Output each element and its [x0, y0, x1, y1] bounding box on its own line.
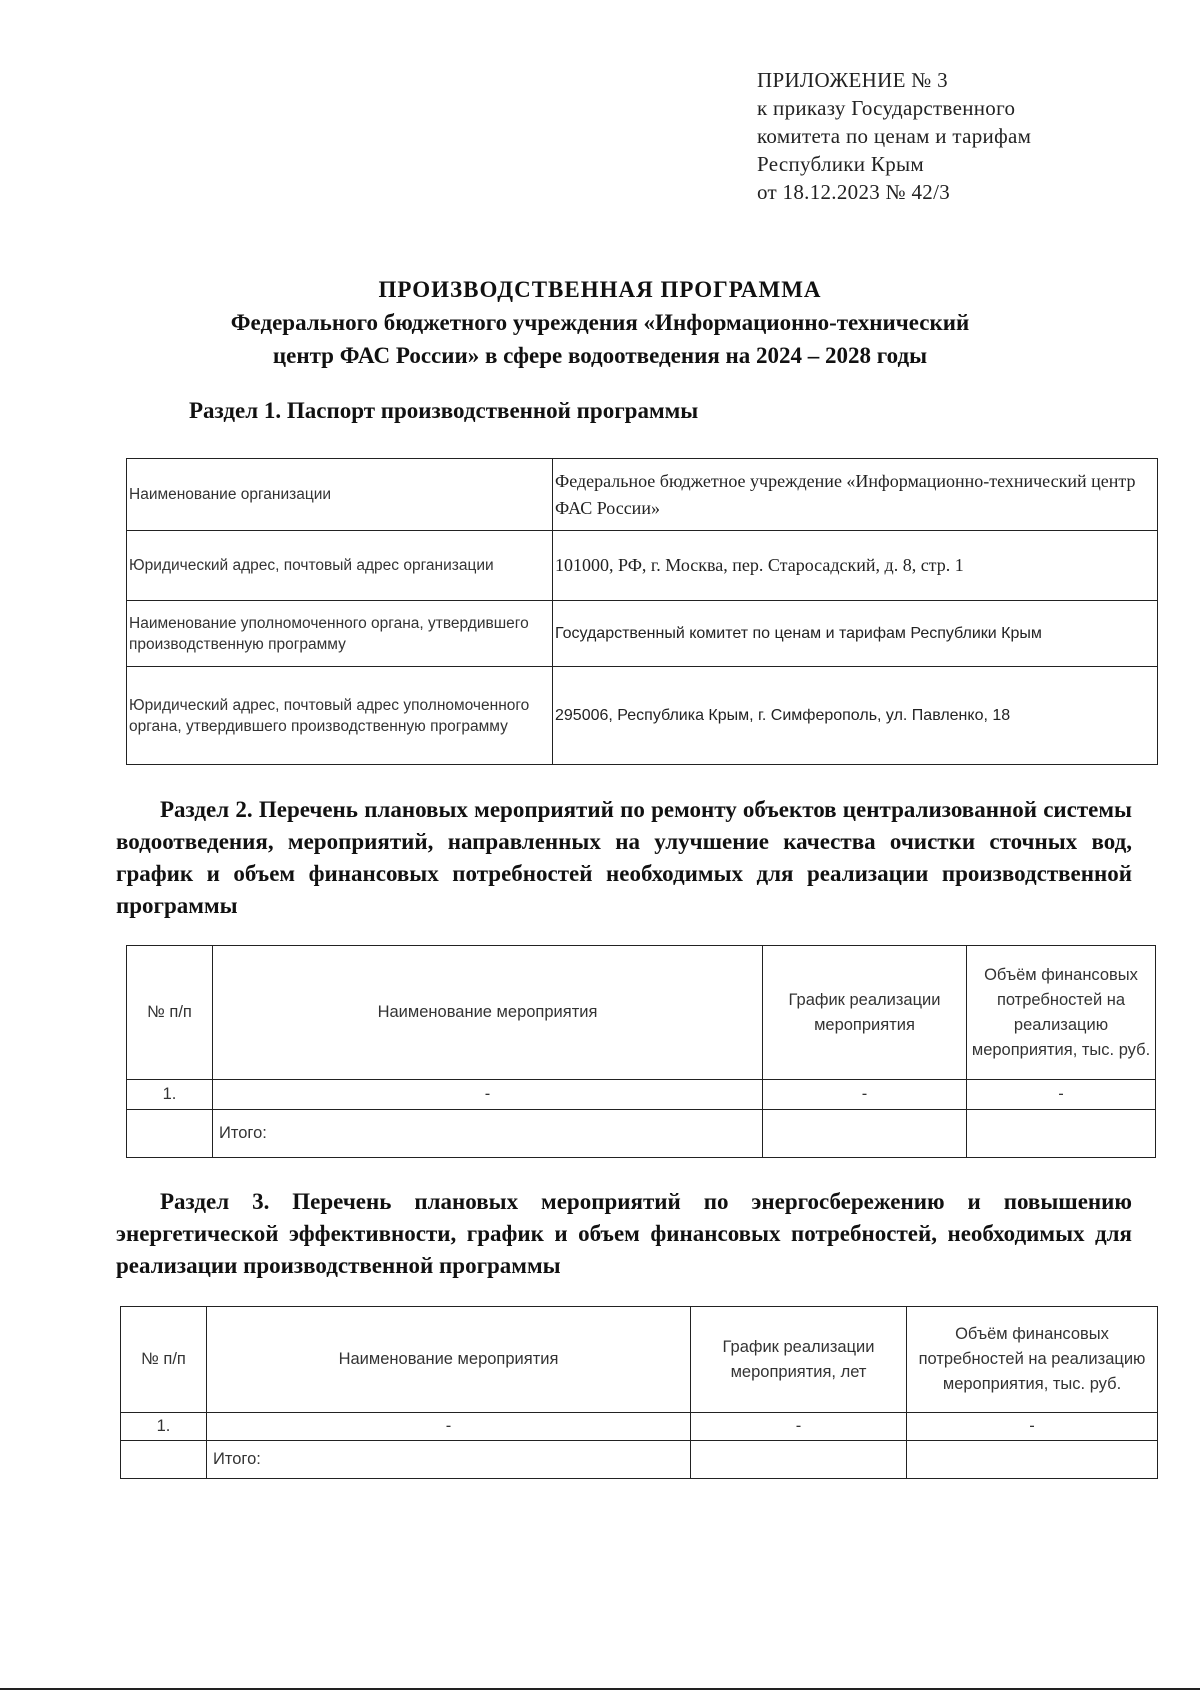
cell-empty	[967, 1110, 1156, 1158]
cell-number: 1.	[121, 1413, 207, 1441]
passport-label: Юридический адрес, почтовый адрес организации	[127, 531, 553, 601]
cell-empty	[127, 1110, 213, 1158]
passport-label: Наименование уполномоченного органа, утвердившего производственную программу	[127, 601, 553, 667]
page-bottom-rule	[0, 1688, 1200, 1690]
cell-finance: -	[907, 1413, 1158, 1441]
section3-heading	[116, 1186, 1132, 1282]
cell-finance: -	[967, 1080, 1156, 1110]
appendix-line: Республики Крым	[757, 152, 925, 176]
col-header-number: № п/п	[121, 1307, 207, 1413]
col-header-number: № п/п	[127, 946, 213, 1080]
total-label: Итого:	[207, 1441, 691, 1479]
appendix-line: к приказу Государственного	[757, 96, 1016, 120]
section2-heading-text: Раздел 2. Перечень плановых мероприятий по ремонту объектов централизованной системы водоотведения, мероприятий, направленных на улучшение качества очистки сточных вод, график и объем финансовых потребностей необходимых для реализации производственной программы	[116, 797, 1132, 918]
title-line: центр ФАС России» в сфере водоотведения на 2024 – 2028 годы	[272, 343, 928, 368]
section2-table	[126, 945, 1156, 1158]
col-header-schedule: График реализации мероприятия, лет	[691, 1307, 907, 1413]
appendix-line: комитета по ценам и тарифам	[757, 124, 1032, 148]
appendix-block	[757, 66, 1031, 206]
passport-value: 295006, Республика Крым, г. Симферополь, ул. Павленко, 18	[553, 667, 1158, 765]
cell-name: -	[207, 1413, 691, 1441]
col-header-name: Наименование мероприятия	[207, 1307, 691, 1413]
col-header-schedule: График реализации мероприятия	[763, 946, 967, 1080]
section1-heading: Раздел 1. Паспорт производственной программы	[189, 398, 699, 423]
table-header-row	[121, 1307, 1158, 1413]
cell-schedule: -	[691, 1413, 907, 1441]
table-row	[127, 531, 1158, 601]
cell-empty	[121, 1441, 207, 1479]
title-line: ПРОИЗВОДСТВЕННАЯ ПРОГРАММА	[378, 277, 822, 302]
col-header-name: Наименование мероприятия	[213, 946, 763, 1080]
table-header-row	[127, 946, 1156, 1080]
table-total-row	[121, 1441, 1158, 1479]
document-title	[0, 273, 1200, 372]
table-row	[127, 459, 1158, 531]
passport-table	[126, 458, 1158, 765]
title-line: Федерального бюджетного учреждения «Информационно-технический	[230, 310, 970, 335]
col-header-finance: Объём финансовых потребностей на реализацию мероприятия, тыс. руб.	[967, 946, 1156, 1080]
cell-empty	[907, 1441, 1158, 1479]
section3-heading-text: Раздел 3. Перечень плановых мероприятий по энергосбережению и повышению энергетической эффективности, график и объем финансовых потребностей, необходимых для реализации производственной программы	[116, 1189, 1132, 1278]
cell-empty	[691, 1441, 907, 1479]
table-row	[121, 1413, 1158, 1441]
table-row	[127, 667, 1158, 765]
section2-heading	[116, 794, 1132, 922]
section3-table	[120, 1306, 1158, 1479]
appendix-line: ПРИЛОЖЕНИЕ № 3	[757, 68, 948, 92]
table-row	[127, 601, 1158, 667]
total-label: Итого:	[213, 1110, 763, 1158]
passport-label: Наименование организации	[127, 459, 553, 531]
cell-name: -	[213, 1080, 763, 1110]
passport-value: Федеральное бюджетное учреждение «Информационно-технический центр ФАС России»	[553, 459, 1158, 531]
passport-label: Юридический адрес, почтовый адрес уполномоченного органа, утвердившего производственную программу	[127, 667, 553, 765]
cell-empty	[763, 1110, 967, 1158]
table-total-row	[127, 1110, 1156, 1158]
appendix-line: от 18.12.2023 № 42/3	[757, 180, 951, 204]
col-header-finance: Объём финансовых потребностей на реализацию мероприятия, тыс. руб.	[907, 1307, 1158, 1413]
passport-value: Государственный комитет по ценам и тарифам Республики Крым	[553, 601, 1158, 667]
table-row	[127, 1080, 1156, 1110]
passport-value: 101000, РФ, г. Москва, пер. Старосадский, д. 8, стр. 1	[553, 531, 1158, 601]
cell-number: 1.	[127, 1080, 213, 1110]
cell-schedule: -	[763, 1080, 967, 1110]
